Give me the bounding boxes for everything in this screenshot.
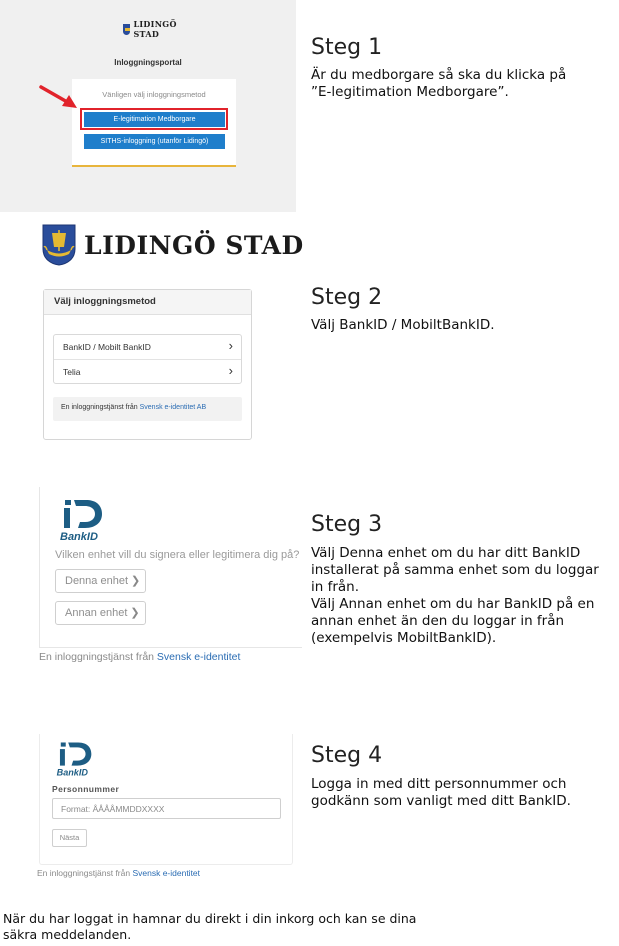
option-label: BankID / Mobilt BankID bbox=[63, 342, 151, 352]
bankid-logo bbox=[56, 497, 106, 543]
step1-heading: Steg 1 bbox=[311, 35, 383, 60]
step4-text bbox=[311, 776, 611, 810]
step1-text bbox=[311, 67, 611, 101]
bankid-logo-text: BankID bbox=[56, 767, 88, 778]
bankid-personnummer-screenshot bbox=[39, 734, 293, 865]
bankid-logo-text: BankID bbox=[60, 531, 98, 543]
siths-login-button[interactable]: SITHS-inloggning (utanför Lidingö) bbox=[84, 134, 225, 149]
next-button[interactable]: Nästa bbox=[52, 829, 87, 847]
personnummer-label: Personnummer bbox=[52, 784, 120, 794]
svensk-e-identitet-link[interactable]: Svensk e-identitet bbox=[132, 868, 201, 878]
lidingo-crest-icon bbox=[123, 24, 130, 35]
svensk-e-identitet-link[interactable]: Svensk e-identitet bbox=[156, 651, 241, 663]
step4-line: Logga in med ditt personnummer och bbox=[311, 776, 567, 792]
option-telia[interactable] bbox=[54, 360, 241, 384]
option-label: Telia bbox=[63, 367, 81, 377]
footer-prefix: En inloggningstjänst från bbox=[39, 651, 157, 663]
step3-heading: Steg 3 bbox=[311, 512, 383, 537]
choose-method-text: Vänligen välj inloggningsmetod bbox=[102, 90, 206, 99]
lidingo-stad-wordmark: LIDINGÖ STAD bbox=[84, 230, 304, 260]
step3-line: Välj Annan enhet om du har BankID på en bbox=[311, 596, 595, 612]
step3-line: annan enhet än den du loggar in från bbox=[311, 613, 565, 629]
chevron-right-icon: ❯ bbox=[131, 575, 141, 587]
bankid-i-dot bbox=[61, 742, 66, 746]
bankid-i-stem bbox=[64, 508, 70, 528]
login-options-list bbox=[53, 334, 242, 384]
lidingo-logo-small bbox=[123, 19, 193, 39]
step4-line: godkänn som vanligt med ditt BankID. bbox=[311, 793, 571, 809]
step3-text bbox=[311, 545, 611, 647]
footer-prefix: En inloggningstjänst från bbox=[61, 404, 140, 411]
bankid-logo bbox=[53, 740, 95, 778]
svensk-e-identitet-link[interactable]: Svensk e-identitet AB bbox=[139, 404, 207, 411]
device-question: Vilken enhet vill du signera eller legitimera dig på? bbox=[55, 549, 300, 561]
service-footer-text bbox=[37, 868, 200, 878]
step1-line: Är du medborgare så ska du klicka på bbox=[311, 67, 567, 83]
footer-prefix: En inloggningstjänst från bbox=[37, 868, 133, 878]
step4-heading: Steg 4 bbox=[311, 743, 383, 768]
portal-title: Inloggningsportal bbox=[114, 58, 182, 67]
step1-line: ”E-legitimation Medborgare”. bbox=[311, 84, 509, 100]
step3-line: in från. bbox=[311, 579, 360, 595]
chevron-right-icon: ❯ bbox=[130, 607, 140, 619]
button-label: Annan enhet bbox=[65, 607, 128, 619]
step3-line: Välj Denna enhet om du har ditt BankID bbox=[311, 545, 581, 561]
highlight-frame bbox=[80, 108, 228, 130]
bankid-i-dot bbox=[65, 500, 71, 505]
option-bankid[interactable] bbox=[54, 335, 241, 360]
final-note: När du har loggat in hamnar du direkt i din inkorg och kan se dina säkra meddelanden. bbox=[3, 911, 417, 942]
portal-screenshot bbox=[0, 0, 296, 212]
logo-text: LIDINGÖ STAD bbox=[133, 19, 177, 39]
this-device-button[interactable] bbox=[55, 569, 146, 593]
step2-text: Välj BankID / MobiltBankID. bbox=[311, 317, 495, 333]
step3-line: (exempelvis MobiltBankID). bbox=[311, 630, 497, 646]
red-arrow-icon bbox=[38, 84, 80, 112]
bankid-d-shape bbox=[68, 742, 91, 765]
service-footer-text bbox=[39, 651, 240, 663]
lidingo-stad-logo bbox=[42, 224, 304, 266]
bankid-device-screenshot bbox=[39, 487, 302, 648]
chevron-right-icon: › bbox=[228, 338, 233, 353]
service-footer-text bbox=[61, 404, 206, 411]
e-legitimation-medborgare-button[interactable]: E-legitimation Medborgare bbox=[84, 112, 225, 127]
panel-title: Välj inloggningsmetod bbox=[54, 296, 156, 307]
choose-login-method-screenshot bbox=[43, 289, 252, 440]
button-label: Denna enhet bbox=[65, 575, 128, 587]
lidingo-ship-crest-icon bbox=[42, 224, 76, 266]
step2-heading: Steg 2 bbox=[311, 285, 383, 310]
bankid-d-shape bbox=[74, 500, 102, 528]
personnummer-input[interactable] bbox=[52, 798, 281, 819]
chevron-right-icon: › bbox=[228, 363, 233, 378]
service-footer-box bbox=[53, 397, 242, 421]
bankid-i-stem bbox=[60, 749, 65, 766]
step3-line: installerat på samma enhet som du loggar bbox=[311, 562, 599, 578]
other-device-button[interactable] bbox=[55, 601, 146, 625]
